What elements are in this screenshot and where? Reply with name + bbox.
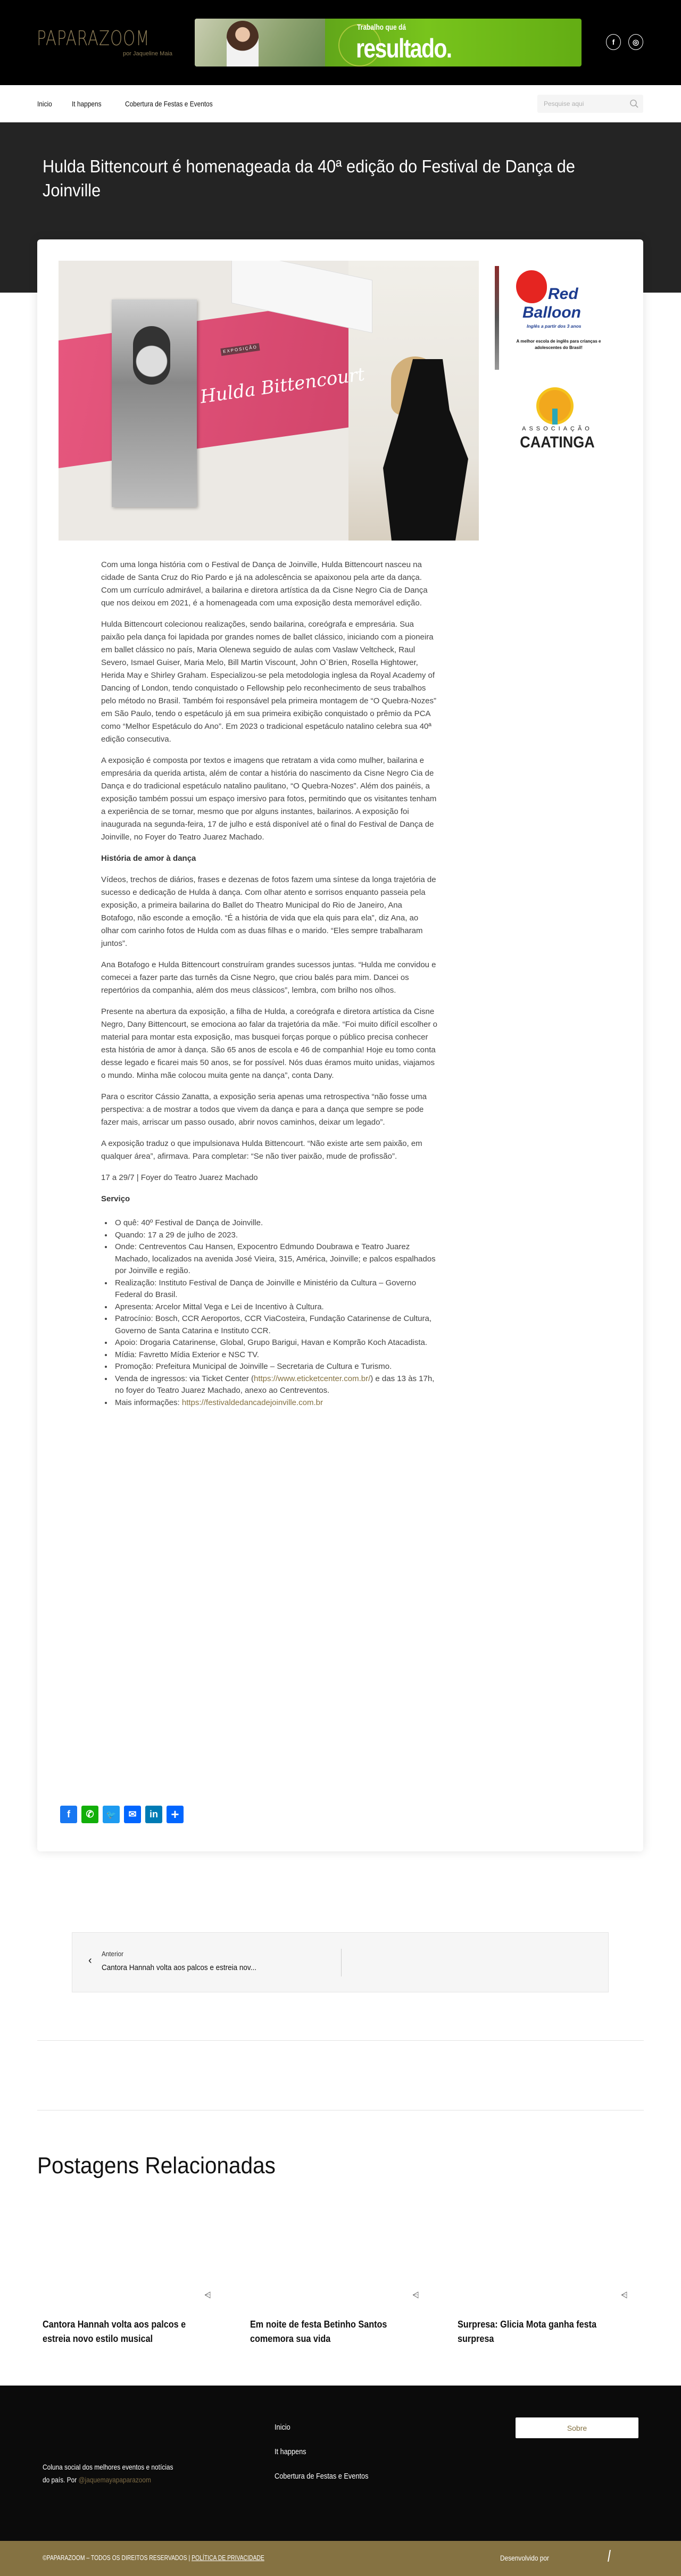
linkedin-share-icon[interactable]: in [145, 1806, 162, 1823]
paragraph: Para o escritor Cássio Zanatta, a exposição seria apenas uma retrospectiva “não fosse uma perspectiva: a de mostrar a todos que vivem da dança e para a dança que sempre se pode fazer mais, arriscar um passo ousado, abrir novos caminhos, deixar um legado”. [101, 1092, 427, 1127]
share-plus-icon[interactable]: + [167, 1806, 184, 1823]
paragraph: A exposição é composta por textos e imagens que retratam a vida como mulher, bailarina e empresária da querida artista, além de contar a história do nascimento da Cisne Negro Cia de Dança e do tradicional espetáculo natalino paulitano, “O Quebra-Nozes”. Além dos painéis, a exposição também possui um espaço imersivo para fotos, permitindo que os visitantes tenham a experiência de se tornar, mesmo que por alguns instantes, bailarinos. A exposição foi inaugurada na segunda-feira, 17 de julho e está disponível até o final do Festival de Dança de Joinville, no Foyer do Teatro Juarez Machado. [101, 756, 437, 842]
share-icon[interactable]: ⩤ [621, 2291, 628, 2300]
list-item: • Apoio: Drogaria Catarinense, Global, Grupo Barigui, Havan e Komprão Koch Atacadista. [113, 1337, 437, 1349]
paragraph: Ana Botafogo e Hulda Bittencourt construíram grandes sucessos juntas. “Hulda me convidou e comecei a fazer parte das turnês da Cisne Negro, que criou balés para mim. Dancei os repertórios da companhia, além dos meus clássicos”, lembra, com brilho nos olhos. [101, 960, 436, 995]
footer-description: Coluna social dos melhores eventos e notícias do país. Por @jaquemayapaparazoom [43, 2463, 173, 2484]
banner-person [227, 21, 259, 67]
email-share-icon[interactable]: ✉ [124, 1806, 141, 1823]
festival-link[interactable]: https://festivaldedancadejoinville.com.br [181, 1398, 323, 1407]
nav-item-cobertura[interactable]: Cobertura de Festas e Eventos [125, 99, 213, 108]
site-logo[interactable]: PAPARAZOOM por Jaqueline Maia [37, 27, 172, 57]
chevron-left-icon: ‹ [88, 1955, 92, 1966]
banner-photo [195, 19, 325, 67]
list-item: • Realização: Instituto Festival de Dança de Joinville e Ministério da Cultura – Governo Federal do Brasil. [113, 1277, 437, 1301]
ad-banner[interactable]: Trabalho que dá resultado. [195, 19, 582, 67]
instagram-handle-link[interactable]: @jaquemayapaparazoom [78, 2475, 151, 2484]
privacy-policy-link[interactable]: POLÍTICA DE PRIVACIDADE [192, 2554, 264, 2562]
ticket-link[interactable]: https://www.eticketcenter.com.br/ [253, 1374, 371, 1383]
list-item: • Patrocínio: Bosch, CCR Aeroportos, CCR ViaCosteira, Fundação Catarinense de Cultura, Governo de Santa Catarina e Instituto CCR. [113, 1313, 437, 1337]
balloon-icon [516, 270, 547, 303]
search-input[interactable]: Pesquise aqui [537, 95, 643, 113]
instagram-icon[interactable]: ◎ [628, 34, 643, 50]
facebook-icon[interactable]: f [606, 34, 621, 50]
paragraph: Hulda Bittencourt colecionou realizações, sendo bailarina, coreógrafa e empresária. Sua paixão pela dança foi lapidada por grandes nomes de ballet clássico, iniciando com a pioneira em ballet clássico no país, Maria Olenewa seguido de aulas com Vaslaw Veltcheck, Raul Severo, Ismael Guiser, Maria Melo, Bill Martin Viscount, John O`Brien, Rosella Hightower, Herida May e Shirley Graham. Especializou-se pela metodologia inglesa da Royal Academy of Dancing of London, tendo conquistado o Fellowship pelo reconhecimento de seus trabalhos pelo método no Brasil. Também foi responsável pela primeira montagem de “O Quebra-Nozes” em São Paulo, tendo o espetáculo já em sua primeira exibição conquistado o prêmio da PCA como “Melhor Espetáculo do Ano”. Em 2023 o tradicional espetáculo natalino celebra sua 40ª edição consecutiva. [101, 620, 437, 744]
section-heading: História de amor à dança [101, 854, 196, 863]
list-item: • Onde: Centreventos Cau Hansen, Expocentro Edmundo Doubrawa e Teatro Juarez Machado, localizados na avenida José Vieira, 315, América, Joinville; e palcos espalhados por Joinville e região. [113, 1241, 437, 1277]
divider [341, 1949, 342, 1976]
share-bar [60, 1806, 184, 1823]
divider [37, 2040, 644, 2041]
paragraph: Com uma longa história com o Festival de Dança de Joinville, Hulda Bittencourt nasceu na cidade de Santa Cruz do Rio Pardo e já na adolescência se apaixonou pela arte da dança. Com um currículo admirável, a bailarina e diretora artística da da Cisne Negro Cia de Dança que nos deixou em 2021, é a homenageada com uma exposição desta memorável edição. [101, 560, 428, 608]
nav-item-it-happens[interactable]: It happens [72, 99, 102, 108]
nav-item-inicio[interactable]: Inicio [37, 99, 52, 108]
related-posts-heading: Postagens Relacionadas [37, 2153, 276, 2179]
share-icon[interactable]: ⩤ [204, 2291, 211, 2300]
related-post-title[interactable]: Cantora Hannah volta aos palcos e estreia novo estilo musical [43, 2319, 186, 2344]
whatsapp-share-icon[interactable]: ✆ [81, 1806, 98, 1823]
search-icon[interactable] [629, 99, 639, 109]
article-body [101, 559, 437, 1409]
ad-associacao-caatinga[interactable]: ASSOCIAÇÃO CAATINGA [511, 387, 604, 452]
list-item: • Quando: 17 a 29 de julho de 2023. [113, 1229, 437, 1242]
related-post-title[interactable]: Em noite de festa Betinho Santos comemora sua vida [250, 2319, 387, 2344]
paragraph: A exposição traduz o que impulsionava Hulda Bittencourt. “Não existe arte sem paixão, em qualquer área”, afirmava. Para completar: “Se não tiver paixão, mude de profissão”. [101, 1139, 422, 1161]
section-heading: Serviço [101, 1194, 130, 1203]
copyright: ©PAPARAZOOM – TODOS OS DIREITOS RESERVADOS | POLÍTICA DE PRIVACIDADE [43, 2554, 264, 2562]
list-item: • Venda de ingressos: via Ticket Center (https://www.eticketcenter.com.br/) e das 13 às 17h, no foyer do Teatro Juarez Machado, anexo ao Centreventos. [113, 1373, 437, 1397]
related-post-title[interactable]: Surpresa: Glicia Mota ganha festa surpresa [458, 2319, 597, 2344]
paragraph: Presente na abertura da exposição, a filha de Hulda, a coreógrafa e diretora artística da Cisne Negro, Dany Bittencourt, se emociona ao falar da trajetória da mãe. “Foi muito difícil escolher o material para montar esta exposição, mas busquei forças porque o público precisa conhecer esta história de amor à dança. São 65 anos de escola e 46 de companhia! Hoje eu tomo conta desse legado e ficarei mais 50 anos, se for possível. Nós duas éramos muito unidas, viajamos o mundo. Minha mãe colocou muita gente na dança”, conta Dany. [101, 1007, 437, 1080]
list-item: • Promoção: Prefeitura Municipal de Joinville – Secretaria de Cultura e Turismo. [113, 1361, 437, 1373]
list-item: • Mais informações: https://festivaldedancadejoinville.com.br [113, 1397, 437, 1409]
page-title: Hulda Bittencourt é homenageada da 40ª edição do Festival de Dança de Joinville [43, 156, 575, 200]
featured-image: EXPOSIÇÃO Hulda Bittencourt [59, 261, 479, 541]
share-icon[interactable]: ⩤ [412, 2291, 419, 2300]
facebook-share-icon[interactable]: f [60, 1806, 77, 1823]
list-item: • Mídia: Favretto Mídia Exterior e NSC TV. [113, 1349, 437, 1361]
about-button[interactable]: Sobre [516, 2417, 638, 2438]
list-item: • O quê: 40º Festival de Dança de Joinville. [113, 1217, 437, 1229]
footer-link-cobertura[interactable]: Cobertura de Festas e Eventos [275, 2472, 369, 2481]
previous-post-link[interactable]: ‹ Anterior Cantora Hannah volta aos palcos e estreia nov... [72, 1932, 609, 1992]
list-item: • Apresenta: Arcelor Mittal Vega e Lei de Incentivo à Cultura. [113, 1301, 437, 1314]
developed-by: Desenvolvido por [500, 2554, 549, 2562]
paragraph: 17 a 29/7 | Foyer do Teatro Juarez Machado [101, 1173, 258, 1182]
twitter-share-icon[interactable]: 🐦 [103, 1806, 120, 1823]
footer-link-it-happens[interactable]: It happens [275, 2447, 306, 2456]
footer-link-inicio[interactable]: Inicio [275, 2423, 290, 2432]
paragraph: Vídeos, trechos de diários, frases e dezenas de fotos fazem uma síntese da longa trajetória de sucesso e dedicação de Hulda à dança. Com olhar atento e sorrisos enquanto passeia pela exposição, a primeira bailarina do Ballet do Theatro Municipal do Rio de Janeiro, Ana Botafogo, não esconde a emoção. “É a história de vida que ela quis para ela”, diz Ana, ao olhar com carinho fotos de Hulda com as duas filhas e o marido. “Eles sempre trabalharam juntos”. [101, 875, 436, 948]
service-list [113, 1217, 437, 1409]
ad-red-balloon[interactable]: Red Balloon Inglês a partir dos 3 anos A melhor escola de inglês para crianças e adolescentes do Brasil! [495, 266, 612, 370]
